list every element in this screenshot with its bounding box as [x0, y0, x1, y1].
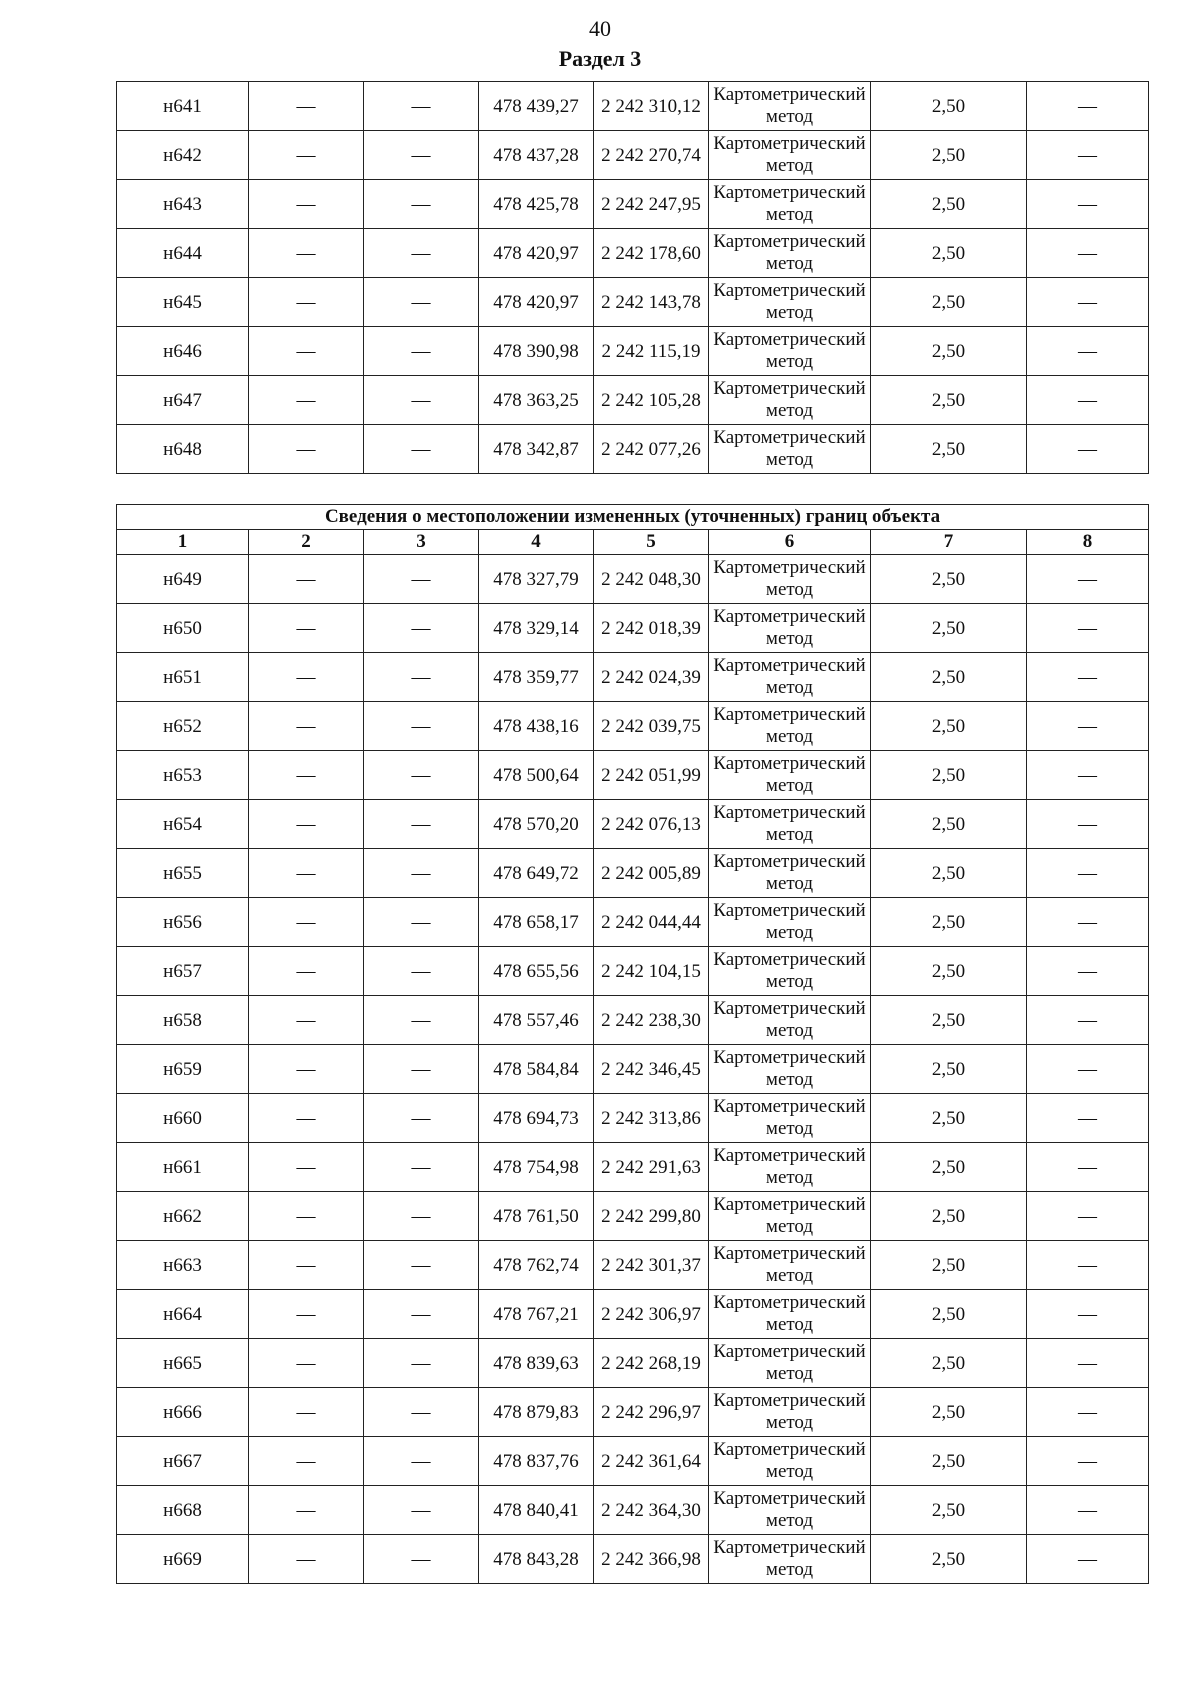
accuracy-cell: 2,50: [871, 555, 1027, 604]
empty-value-cell: —: [249, 1045, 364, 1094]
empty-value-cell: —: [1027, 996, 1149, 1045]
accuracy-cell: 2,50: [871, 653, 1027, 702]
point-cell: н662: [117, 1192, 249, 1241]
method-cell: Картометрический метод: [709, 278, 871, 327]
y-coordinate-cell: 2 242 364,30: [594, 1486, 709, 1535]
point-cell: н649: [117, 555, 249, 604]
empty-value-cell: —: [249, 1486, 364, 1535]
method-cell: Картометрический метод: [709, 604, 871, 653]
empty-value-cell: —: [364, 849, 479, 898]
accuracy-cell: 2,50: [871, 849, 1027, 898]
empty-value-cell: —: [249, 1290, 364, 1339]
empty-value-cell: —: [364, 604, 479, 653]
point-cell: н669: [117, 1535, 249, 1584]
empty-value-cell: —: [364, 1437, 479, 1486]
point-cell: н651: [117, 653, 249, 702]
point-cell: н654: [117, 800, 249, 849]
empty-value-cell: —: [1027, 800, 1149, 849]
table-row: [117, 1045, 1149, 1094]
accuracy-cell: 2,50: [871, 1290, 1027, 1339]
point-cell: н656: [117, 898, 249, 947]
y-coordinate-cell: 2 242 346,45: [594, 1045, 709, 1094]
method-cell: Картометрический метод: [709, 1192, 871, 1241]
method-cell: Картометрический метод: [709, 800, 871, 849]
point-cell: н652: [117, 702, 249, 751]
empty-value-cell: —: [364, 82, 479, 131]
point-cell: н661: [117, 1143, 249, 1192]
empty-value-cell: —: [1027, 82, 1149, 131]
accuracy-cell: 2,50: [871, 947, 1027, 996]
table-caption-row: [117, 505, 1149, 530]
empty-value-cell: —: [249, 653, 364, 702]
y-coordinate-cell: 2 242 104,15: [594, 947, 709, 996]
table-row: [117, 327, 1149, 376]
x-coordinate-cell: 478 327,79: [479, 555, 594, 604]
empty-value-cell: —: [249, 1535, 364, 1584]
column-number: 7: [871, 530, 1027, 555]
point-cell: н645: [117, 278, 249, 327]
y-coordinate-cell: 2 242 018,39: [594, 604, 709, 653]
column-numbers-row: [117, 530, 1149, 555]
x-coordinate-cell: 478 557,46: [479, 996, 594, 1045]
y-coordinate-cell: 2 242 076,13: [594, 800, 709, 849]
empty-value-cell: —: [364, 1241, 479, 1290]
accuracy-cell: 2,50: [871, 751, 1027, 800]
empty-value-cell: —: [249, 82, 364, 131]
y-coordinate-cell: 2 242 077,26: [594, 425, 709, 474]
x-coordinate-cell: 478 837,76: [479, 1437, 594, 1486]
table-row: [117, 1094, 1149, 1143]
y-coordinate-cell: 2 242 306,97: [594, 1290, 709, 1339]
accuracy-cell: 2,50: [871, 1535, 1027, 1584]
empty-value-cell: —: [249, 1388, 364, 1437]
accuracy-cell: 2,50: [871, 229, 1027, 278]
column-number: 4: [479, 530, 594, 555]
y-coordinate-cell: 2 242 051,99: [594, 751, 709, 800]
empty-value-cell: —: [364, 425, 479, 474]
point-cell: н659: [117, 1045, 249, 1094]
x-coordinate-cell: 478 329,14: [479, 604, 594, 653]
empty-value-cell: —: [249, 180, 364, 229]
empty-value-cell: —: [364, 1045, 479, 1094]
method-cell: Картометрический метод: [709, 229, 871, 278]
empty-value-cell: —: [364, 1486, 479, 1535]
y-coordinate-cell: 2 242 310,12: [594, 82, 709, 131]
point-cell: н642: [117, 131, 249, 180]
table-row: [117, 555, 1149, 604]
method-cell: Картометрический метод: [709, 898, 871, 947]
method-cell: Картометрический метод: [709, 425, 871, 474]
empty-value-cell: —: [249, 996, 364, 1045]
empty-value-cell: —: [249, 702, 364, 751]
empty-value-cell: —: [249, 327, 364, 376]
empty-value-cell: —: [1027, 898, 1149, 947]
method-cell: Картометрический метод: [709, 1094, 871, 1143]
empty-value-cell: —: [1027, 131, 1149, 180]
table-row: [117, 82, 1149, 131]
empty-value-cell: —: [1027, 849, 1149, 898]
table-row: [117, 1535, 1149, 1584]
empty-value-cell: —: [249, 555, 364, 604]
accuracy-cell: 2,50: [871, 1143, 1027, 1192]
accuracy-cell: 2,50: [871, 82, 1027, 131]
empty-value-cell: —: [249, 800, 364, 849]
empty-value-cell: —: [364, 947, 479, 996]
y-coordinate-cell: 2 242 039,75: [594, 702, 709, 751]
point-cell: н668: [117, 1486, 249, 1535]
y-coordinate-cell: 2 242 268,19: [594, 1339, 709, 1388]
point-cell: н646: [117, 327, 249, 376]
accuracy-cell: 2,50: [871, 278, 1027, 327]
empty-value-cell: —: [364, 898, 479, 947]
table-row: [117, 751, 1149, 800]
method-cell: Картометрический метод: [709, 327, 871, 376]
method-cell: Картометрический метод: [709, 653, 871, 702]
y-coordinate-cell: 2 242 115,19: [594, 327, 709, 376]
table-row: [117, 1143, 1149, 1192]
empty-value-cell: —: [364, 653, 479, 702]
table-row: [117, 1339, 1149, 1388]
x-coordinate-cell: 478 570,20: [479, 800, 594, 849]
empty-value-cell: —: [249, 229, 364, 278]
y-coordinate-cell: 2 242 178,60: [594, 229, 709, 278]
x-coordinate-cell: 478 438,16: [479, 702, 594, 751]
method-cell: Картометрический метод: [709, 1143, 871, 1192]
empty-value-cell: —: [249, 604, 364, 653]
empty-value-cell: —: [249, 376, 364, 425]
x-coordinate-cell: 478 390,98: [479, 327, 594, 376]
empty-value-cell: —: [1027, 1339, 1149, 1388]
empty-value-cell: —: [1027, 425, 1149, 474]
empty-value-cell: —: [364, 1290, 479, 1339]
table-row: [117, 131, 1149, 180]
accuracy-cell: 2,50: [871, 131, 1027, 180]
x-coordinate-cell: 478 762,74: [479, 1241, 594, 1290]
empty-value-cell: —: [249, 849, 364, 898]
x-coordinate-cell: 478 363,25: [479, 376, 594, 425]
point-cell: н667: [117, 1437, 249, 1486]
accuracy-cell: 2,50: [871, 1388, 1027, 1437]
column-number: 2: [249, 530, 364, 555]
x-coordinate-cell: 478 658,17: [479, 898, 594, 947]
point-cell: н657: [117, 947, 249, 996]
table-row: [117, 604, 1149, 653]
method-cell: Картометрический метод: [709, 996, 871, 1045]
column-number: 8: [1027, 530, 1149, 555]
empty-value-cell: —: [1027, 1045, 1149, 1094]
accuracy-cell: 2,50: [871, 1045, 1027, 1094]
y-coordinate-cell: 2 242 238,30: [594, 996, 709, 1045]
table-row: [117, 1241, 1149, 1290]
method-cell: Картометрический метод: [709, 1486, 871, 1535]
empty-value-cell: —: [1027, 180, 1149, 229]
x-coordinate-cell: 478 420,97: [479, 278, 594, 327]
table-row: [117, 1290, 1149, 1339]
x-coordinate-cell: 478 342,87: [479, 425, 594, 474]
y-coordinate-cell: 2 242 024,39: [594, 653, 709, 702]
x-coordinate-cell: 478 879,83: [479, 1388, 594, 1437]
method-cell: Картометрический метод: [709, 131, 871, 180]
empty-value-cell: —: [249, 1437, 364, 1486]
point-cell: н653: [117, 751, 249, 800]
table-row: [117, 849, 1149, 898]
x-coordinate-cell: 478 767,21: [479, 1290, 594, 1339]
accuracy-cell: 2,50: [871, 702, 1027, 751]
table-row: [117, 1486, 1149, 1535]
x-coordinate-cell: 478 761,50: [479, 1192, 594, 1241]
column-number: 1: [117, 530, 249, 555]
method-cell: Картометрический метод: [709, 1437, 871, 1486]
empty-value-cell: —: [1027, 751, 1149, 800]
table-row: [117, 653, 1149, 702]
y-coordinate-cell: 2 242 296,97: [594, 1388, 709, 1437]
table-row: [117, 702, 1149, 751]
empty-value-cell: —: [249, 1143, 364, 1192]
point-cell: н658: [117, 996, 249, 1045]
empty-value-cell: —: [364, 800, 479, 849]
y-coordinate-cell: 2 242 005,89: [594, 849, 709, 898]
empty-value-cell: —: [364, 751, 479, 800]
empty-value-cell: —: [1027, 278, 1149, 327]
accuracy-cell: 2,50: [871, 996, 1027, 1045]
table-row: [117, 947, 1149, 996]
y-coordinate-cell: 2 242 247,95: [594, 180, 709, 229]
empty-value-cell: —: [249, 898, 364, 947]
empty-value-cell: —: [249, 1339, 364, 1388]
empty-value-cell: —: [1027, 1388, 1149, 1437]
table-row: [117, 376, 1149, 425]
empty-value-cell: —: [364, 996, 479, 1045]
point-cell: н665: [117, 1339, 249, 1388]
point-cell: н655: [117, 849, 249, 898]
point-cell: н666: [117, 1388, 249, 1437]
accuracy-cell: 2,50: [871, 180, 1027, 229]
point-cell: н643: [117, 180, 249, 229]
method-cell: Картометрический метод: [709, 82, 871, 131]
empty-value-cell: —: [364, 702, 479, 751]
empty-value-cell: —: [364, 1388, 479, 1437]
empty-value-cell: —: [364, 1094, 479, 1143]
page-number: 40: [589, 16, 611, 41]
empty-value-cell: —: [1027, 947, 1149, 996]
y-coordinate-cell: 2 242 105,28: [594, 376, 709, 425]
accuracy-cell: 2,50: [871, 898, 1027, 947]
accuracy-cell: 2,50: [871, 1437, 1027, 1486]
x-coordinate-cell: 478 649,72: [479, 849, 594, 898]
method-cell: Картометрический метод: [709, 1045, 871, 1094]
coordinates-table-top: [116, 81, 1149, 474]
x-coordinate-cell: 478 694,73: [479, 1094, 594, 1143]
empty-value-cell: —: [1027, 604, 1149, 653]
accuracy-cell: 2,50: [871, 1486, 1027, 1535]
y-coordinate-cell: 2 242 361,64: [594, 1437, 709, 1486]
table-row: [117, 278, 1149, 327]
column-number: 6: [709, 530, 871, 555]
column-number: 3: [364, 530, 479, 555]
point-cell: н650: [117, 604, 249, 653]
y-coordinate-cell: 2 242 143,78: [594, 278, 709, 327]
coordinates-table-bottom: [116, 504, 1149, 1584]
empty-value-cell: —: [364, 327, 479, 376]
empty-value-cell: —: [249, 1094, 364, 1143]
x-coordinate-cell: 478 420,97: [479, 229, 594, 278]
point-cell: н664: [117, 1290, 249, 1339]
method-cell: Картометрический метод: [709, 1290, 871, 1339]
empty-value-cell: —: [1027, 1192, 1149, 1241]
point-cell: н648: [117, 425, 249, 474]
x-coordinate-cell: 478 500,64: [479, 751, 594, 800]
empty-value-cell: —: [1027, 1486, 1149, 1535]
accuracy-cell: 2,50: [871, 1094, 1027, 1143]
accuracy-cell: 2,50: [871, 1339, 1027, 1388]
table-row: [117, 229, 1149, 278]
empty-value-cell: —: [1027, 555, 1149, 604]
method-cell: Картометрический метод: [709, 751, 871, 800]
x-coordinate-cell: 478 655,56: [479, 947, 594, 996]
method-cell: Картометрический метод: [709, 947, 871, 996]
x-coordinate-cell: 478 584,84: [479, 1045, 594, 1094]
method-cell: Картометрический метод: [709, 702, 871, 751]
accuracy-cell: 2,50: [871, 327, 1027, 376]
accuracy-cell: 2,50: [871, 1192, 1027, 1241]
empty-value-cell: —: [1027, 653, 1149, 702]
empty-value-cell: —: [364, 376, 479, 425]
empty-value-cell: —: [364, 229, 479, 278]
empty-value-cell: —: [1027, 1535, 1149, 1584]
point-cell: н660: [117, 1094, 249, 1143]
empty-value-cell: —: [249, 278, 364, 327]
empty-value-cell: —: [1027, 1143, 1149, 1192]
table-row: [117, 425, 1149, 474]
y-coordinate-cell: 2 242 291,63: [594, 1143, 709, 1192]
empty-value-cell: —: [249, 1192, 364, 1241]
accuracy-cell: 2,50: [871, 800, 1027, 849]
point-cell: н641: [117, 82, 249, 131]
table-caption: Сведения о местоположении измененных (уточненных) границ объекта: [117, 505, 1149, 530]
y-coordinate-cell: 2 242 301,37: [594, 1241, 709, 1290]
x-coordinate-cell: 478 754,98: [479, 1143, 594, 1192]
empty-value-cell: —: [1027, 1241, 1149, 1290]
method-cell: Картометрический метод: [709, 1241, 871, 1290]
method-cell: Картометрический метод: [709, 376, 871, 425]
point-cell: н663: [117, 1241, 249, 1290]
method-cell: Картометрический метод: [709, 180, 871, 229]
empty-value-cell: —: [1027, 327, 1149, 376]
empty-value-cell: —: [364, 1535, 479, 1584]
empty-value-cell: —: [249, 751, 364, 800]
y-coordinate-cell: 2 242 048,30: [594, 555, 709, 604]
empty-value-cell: —: [364, 1192, 479, 1241]
accuracy-cell: 2,50: [871, 376, 1027, 425]
method-cell: Картометрический метод: [709, 555, 871, 604]
accuracy-cell: 2,50: [871, 604, 1027, 653]
method-cell: Картометрический метод: [709, 849, 871, 898]
table-row: [117, 800, 1149, 849]
table-row: [117, 1388, 1149, 1437]
table-row: [117, 1192, 1149, 1241]
empty-value-cell: —: [1027, 702, 1149, 751]
empty-value-cell: —: [249, 947, 364, 996]
section-title: Раздел 3: [558, 46, 642, 71]
empty-value-cell: —: [249, 425, 364, 474]
accuracy-cell: 2,50: [871, 425, 1027, 474]
accuracy-cell: 2,50: [871, 1241, 1027, 1290]
x-coordinate-cell: 478 437,28: [479, 131, 594, 180]
x-coordinate-cell: 478 439,27: [479, 82, 594, 131]
table-row: [117, 180, 1149, 229]
x-coordinate-cell: 478 840,41: [479, 1486, 594, 1535]
y-coordinate-cell: 2 242 044,44: [594, 898, 709, 947]
empty-value-cell: —: [249, 131, 364, 180]
x-coordinate-cell: 478 843,28: [479, 1535, 594, 1584]
y-coordinate-cell: 2 242 366,98: [594, 1535, 709, 1584]
empty-value-cell: —: [1027, 1094, 1149, 1143]
empty-value-cell: —: [364, 1339, 479, 1388]
method-cell: Картометрический метод: [709, 1535, 871, 1584]
point-cell: н644: [117, 229, 249, 278]
x-coordinate-cell: 478 839,63: [479, 1339, 594, 1388]
table-row: [117, 996, 1149, 1045]
empty-value-cell: —: [1027, 1290, 1149, 1339]
y-coordinate-cell: 2 242 299,80: [594, 1192, 709, 1241]
method-cell: Картометрический метод: [709, 1339, 871, 1388]
x-coordinate-cell: 478 425,78: [479, 180, 594, 229]
table-row: [117, 1437, 1149, 1486]
column-number: 5: [594, 530, 709, 555]
y-coordinate-cell: 2 242 270,74: [594, 131, 709, 180]
empty-value-cell: —: [364, 1143, 479, 1192]
empty-value-cell: —: [364, 278, 479, 327]
empty-value-cell: —: [364, 131, 479, 180]
table-row: [117, 898, 1149, 947]
point-cell: н647: [117, 376, 249, 425]
method-cell: Картометрический метод: [709, 1388, 871, 1437]
empty-value-cell: —: [249, 1241, 364, 1290]
x-coordinate-cell: 478 359,77: [479, 653, 594, 702]
y-coordinate-cell: 2 242 313,86: [594, 1094, 709, 1143]
empty-value-cell: —: [364, 180, 479, 229]
empty-value-cell: —: [1027, 376, 1149, 425]
empty-value-cell: —: [1027, 229, 1149, 278]
empty-value-cell: —: [1027, 1437, 1149, 1486]
empty-value-cell: —: [364, 555, 479, 604]
